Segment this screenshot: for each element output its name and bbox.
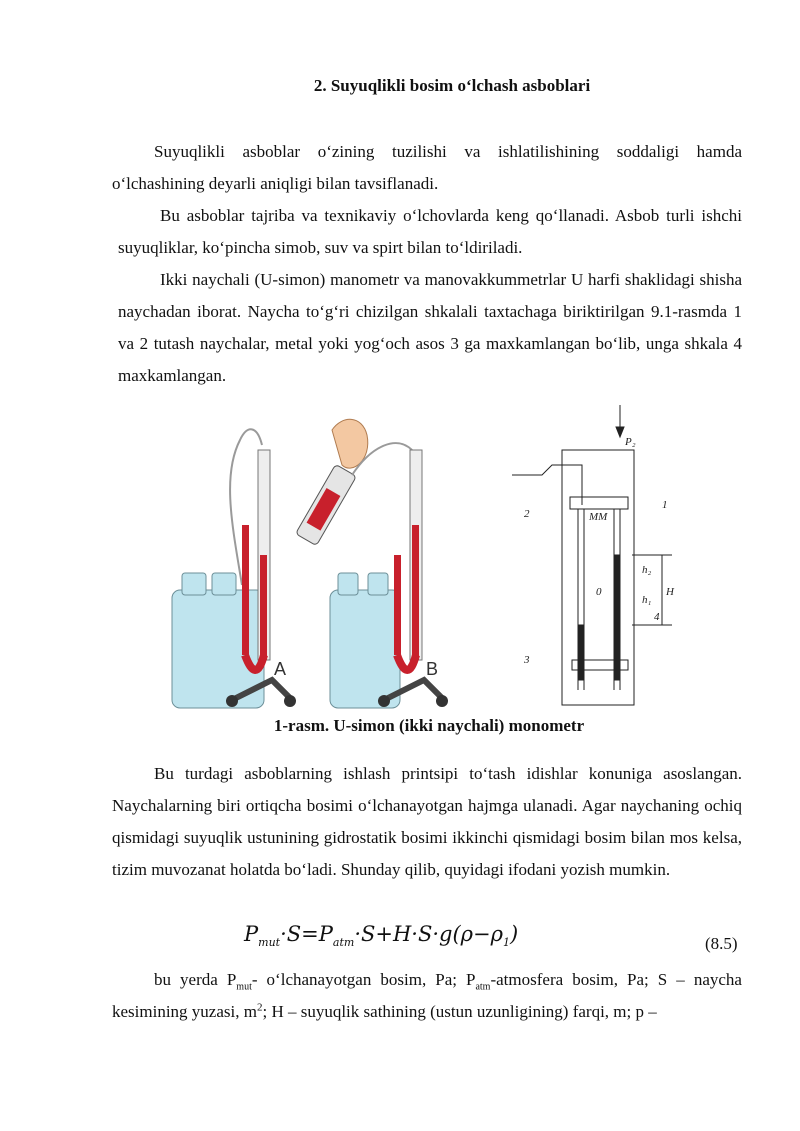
paragraph-2: Bu asboblar tajriba va texnikaviy o‘lchovlarda keng qo‘llanadi. Asbob turli ishchi suyuqliklar, ko‘pincha simob, suv va spirt bilan to‘ldiriladi. xyxy=(118,206,742,257)
bottle-right xyxy=(330,573,400,708)
label-p2: P₂ xyxy=(625,436,636,448)
label-a: A xyxy=(274,659,287,679)
label-1: 1 xyxy=(662,499,668,511)
paragraph-4: Bu turdagi asboblarning ishlash printsipi to‘tash idishlar konuniga asoslangan. Naychalarning biri ortiqcha bosimi o‘lchanayotgan hajmga ulanadi. Agar naychaning ochiq qismidagi suyuqlik ustunining gidrostatik bosimi ikkinchi qismidagi bosim bilan mos kelsa, tizim muvozanat holatda bo‘ladi. Shunday qilib, quyidagi ifodani yozish mumkin. xyxy=(112,764,742,879)
label-2: 2 xyxy=(524,508,530,520)
figure-caption: 1-rasm. U-simon (ikki naychali) monometr xyxy=(273,716,585,735)
paragraph-5: bu yerda $P_{mut}-$ o‘lchanayotgan bosim, Pa; $P_{atm}$-atmosfera bosim, Pa; S – naycha kesimining yuzasi, $m^2$; H – suyuqlik sathining (ustun uzunligining) farqi, m; p – xyxy=(112,970,742,1021)
label-H: H xyxy=(666,586,674,598)
label-3: 3 xyxy=(524,654,530,666)
label-zero: 0 xyxy=(596,586,602,598)
label-h1: h₁ xyxy=(642,594,652,606)
hand-syringe xyxy=(296,419,368,545)
formula-8-5: $P_{mut}\cdot S=P_{atm}\cdot S+H\cdot S\cdot g(\rho-\rho_1)$ xyxy=(244,922,519,950)
paragraph-1: Suyuqlikli asboblar o‘zining tuzilishi va ishlatilishining soddaligi hamda o‘lchashining deyarli aniqligi bilan tavsiflanadi. xyxy=(112,142,742,193)
label-b: B xyxy=(426,659,439,679)
equation-number: (8.5) xyxy=(705,934,738,953)
manometer-scheme xyxy=(512,405,672,705)
paragraph-3: Ikki naychali (U-simon) manometr va manovakkummetrlar U harfi shaklidagi shisha naychadan iborat. Naycha to‘g‘ri chizilgan shkalali taxtachaga biriktirilgan 9.1-rasmda 1 va 2 tutash naychalar, metal yoki yog‘och asos 3 ga maxkamlangan bo‘lib, unga shkala 4 maxkamlangan. xyxy=(118,270,742,385)
u-tube-manometer-figure xyxy=(222,405,672,713)
label-h2: h₂ xyxy=(642,564,652,576)
section-heading: 2. Suyuqlikli bosim o‘lchash asboblari xyxy=(313,76,591,95)
label-4: 4 xyxy=(654,611,660,623)
label-mm: MM xyxy=(589,511,608,523)
